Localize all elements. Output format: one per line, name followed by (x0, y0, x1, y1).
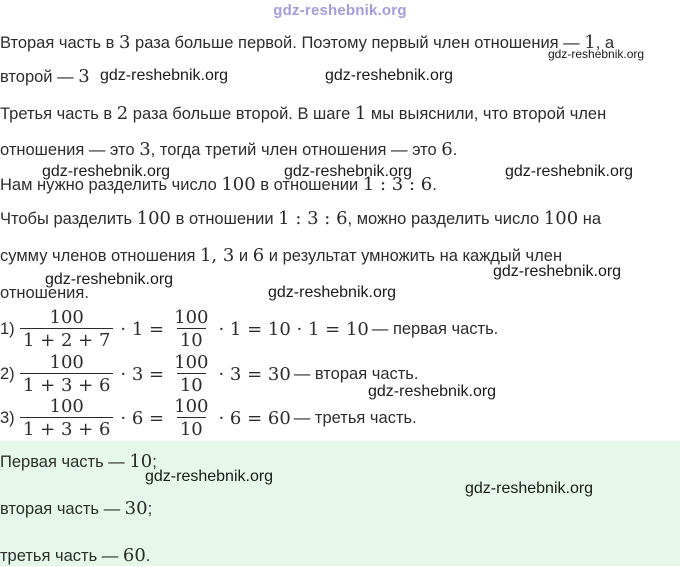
fraction: $\frac{100}{10}$ (174, 307, 209, 351)
watermark: gdz-reshebnik.org (368, 383, 497, 400)
watermark: gdz-reshebnik.org (42, 163, 171, 180)
answer-line-3: третья часть — 60. (0, 545, 151, 566)
watermark: gdz-reshebnik.org (145, 468, 274, 485)
watermark: gdz-reshebnik.org (548, 47, 645, 61)
calculation-2: 2) $\frac{100}{1 + 3 + 6}$ · 3 = $\frac{100}{10}$ · 3 = 30 — вторая часть. (0, 352, 419, 396)
paragraph-1-line-1: Вторая часть в 3 раза больше первой. Поэтому первый член отношения — 1, а (0, 32, 615, 53)
fraction: $\frac{100}{1 + 2 + 7}$ (20, 308, 113, 351)
paragraph-4-line-2: сумму членов отношения 1, 3 и 6 и результат умножить на каждый член (0, 245, 563, 266)
calculation-3: 3) $\frac{100}{1 + 3 + 6}$ · 6 = $\frac{100}{10}$ · 6 = 60 — третья часть. (0, 396, 417, 440)
calculation-1: 1) $\frac{100}{1 + 2 + 7}$ · 1 = $\frac{100}{10}$ · 1 = 10 · 1 = 10 — первая часть. (0, 307, 499, 351)
paragraph-4-line-1: Чтобы разделить 100 в отношении 1 : 3 : 6, можно разделить число 100 на (0, 208, 602, 229)
watermark: gdz-reshebnik.org (100, 67, 229, 84)
fraction: $\frac{100}{1 + 3 + 6}$ (20, 397, 113, 440)
watermark: gdz-reshebnik.org (505, 163, 634, 180)
fraction: $\frac{100}{10}$ (174, 352, 209, 396)
answer-line-1: Первая часть — 10; (0, 451, 157, 472)
answer-line-2: вторая часть — 30; (0, 498, 153, 519)
watermark: gdz-reshebnik.org (45, 271, 174, 288)
watermark: gdz-reshebnik.org (284, 163, 413, 180)
paragraph-1-line-2: второй — 3 (0, 66, 90, 87)
paragraph-3: Нам нужно разделить число 100 в отношении 1 : 3 : 6. (0, 174, 437, 195)
watermark: gdz-reshebnik.org (268, 284, 397, 301)
watermark: gdz-reshebnik.org (465, 480, 594, 497)
watermark: gdz-reshebnik.org (493, 263, 622, 280)
site-header-watermark[interactable]: gdz-reshebnik.org (273, 2, 407, 19)
watermark: gdz-reshebnik.org (325, 67, 454, 84)
paragraph-2-line-2: отношения — это 3, тогда третий член отношения — это 6. (0, 139, 458, 160)
fraction: $\frac{100}{10}$ (174, 396, 209, 440)
paragraph-2-line-1: Третья часть в 2 раза больше второй. В шаге 1 мы выяснили, что второй член (0, 103, 607, 124)
fraction: $\frac{100}{1 + 3 + 6}$ (20, 353, 113, 396)
paragraph-4-line-3: отношения. (0, 284, 89, 302)
